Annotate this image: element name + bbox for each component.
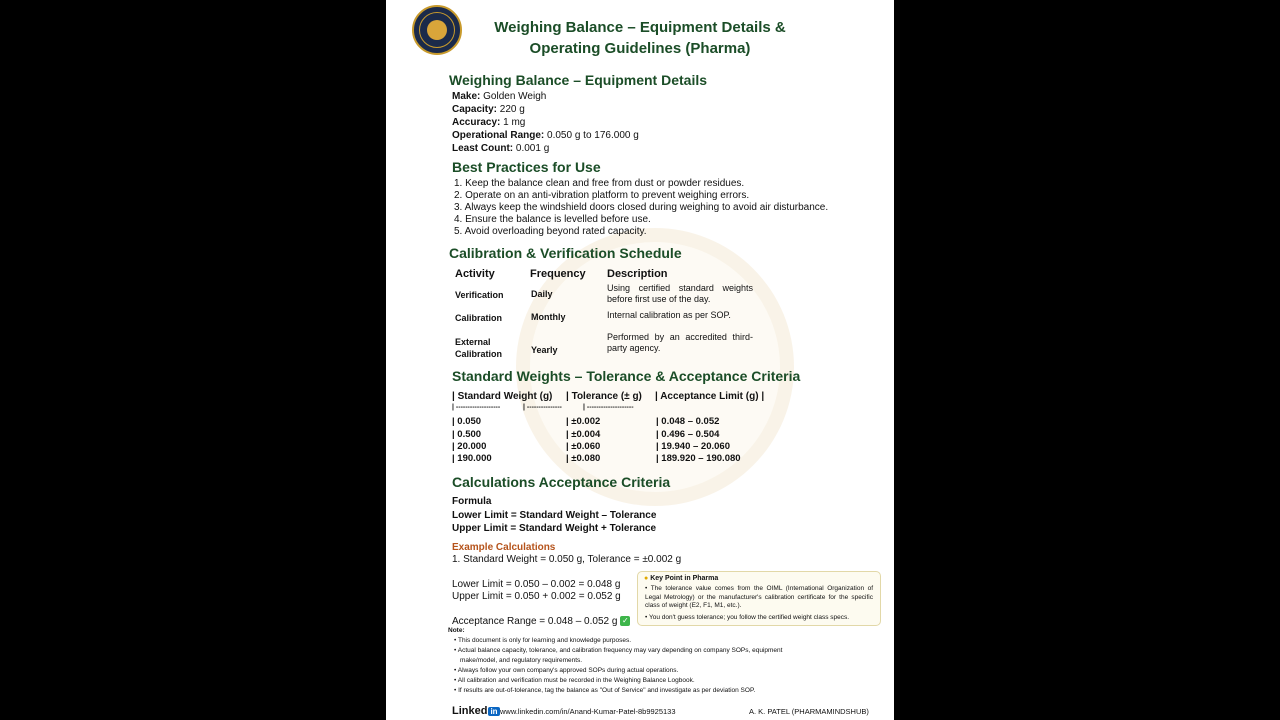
- upper-limit-formula: Upper Limit = Standard Weight + Tolerance: [452, 523, 657, 534]
- table-cell-tolerance: | ±0.060: [566, 441, 601, 452]
- list-item: 2. Operate on an anti-vibration platform to prevent weighing errors.: [454, 190, 750, 201]
- table-cell-acceptance: | 0.048 – 0.052: [656, 416, 720, 427]
- table-cell-weight: | 190.000: [452, 453, 492, 464]
- lower-limit-formula: Lower Limit = Standard Weight – Tolerance: [452, 510, 657, 521]
- note-item: • If results are out-of-tolerance, tag the balance as "Out of Service" and investigate as per deviation SOP.: [454, 687, 756, 694]
- note-item: make/model, and regulatory requirements.: [460, 657, 583, 664]
- table-cell-description: Internal calibration as per SOP.: [607, 310, 731, 320]
- tolerance-header: | Acceptance Limit (g) |: [655, 391, 765, 402]
- list-item: 3. Always keep the windshield doors closed during weighing to avoid air disturbance.: [454, 202, 829, 213]
- note-item: • All calibration and verification must be recorded in the Weighing Balance Logbook.: [454, 677, 695, 684]
- key-point-bullet: • You don't guess tolerance; you follow the certified weight class specs.: [645, 614, 850, 621]
- acceptance-range: Acceptance Range = 0.048 – 0.052 g ✓: [452, 616, 629, 627]
- document-page: [386, 0, 894, 720]
- tolerance-header: | Tolerance (± g): [566, 391, 642, 402]
- table-cell-acceptance: | 0.496 – 0.504: [656, 429, 720, 440]
- tolerance-separator: | ---------------: [523, 404, 562, 411]
- formula-label: Formula: [452, 496, 492, 507]
- linkedin-url-link[interactable]: www.linkedin.com/in/Anand-Kumar-Patel-8b9925133: [500, 707, 676, 716]
- pharmamindshub-logo: [412, 5, 462, 55]
- field-least-count: Least Count: 0.001 g: [452, 143, 550, 154]
- table-cell-frequency: Monthly: [531, 312, 566, 322]
- table-cell-frequency: Yearly: [531, 345, 558, 355]
- column-header-frequency: Frequency: [530, 268, 586, 280]
- table-cell-weight: | 0.500: [452, 429, 482, 440]
- table-cell-weight: | 0.050: [452, 416, 482, 427]
- tolerance-heading: Standard Weights – Tolerance & Acceptance Criteria: [452, 368, 801, 384]
- table-cell-tolerance: | ±0.080: [566, 453, 601, 464]
- table-cell-description: Using certified standard weights before first use of the day.: [607, 283, 753, 304]
- author-credit: A. K. PATEL (PHARMAMINDSHUB): [749, 707, 869, 716]
- table-cell-tolerance: | ±0.004: [566, 429, 601, 440]
- table-cell-activity: Calibration: [455, 313, 503, 323]
- table-cell-frequency: Daily: [531, 289, 553, 299]
- note-item: • This document is only for learning and knowledge purposes.: [454, 637, 632, 644]
- equipment-heading: Weighing Balance – Equipment Details: [449, 72, 708, 88]
- key-point-title: ● Key Point in Pharma: [644, 575, 719, 582]
- table-cell-acceptance: | 19.940 – 20.060: [656, 441, 730, 452]
- table-cell-acceptance: | 189.920 – 190.080: [656, 453, 741, 464]
- field-operational-range: Operational Range: 0.050 g to 176.000 g: [452, 130, 639, 141]
- document-title: Weighing Balance – Equipment Details & Operating Guidelines (Pharma): [494, 19, 786, 57]
- table-cell-tolerance: | ±0.002: [566, 416, 601, 427]
- list-item: 4. Ensure the balance is levelled before use.: [454, 214, 651, 225]
- column-header-activity: Activity: [455, 268, 495, 280]
- linkedin-logo: Linked in: [452, 705, 498, 717]
- key-point-box: [637, 571, 881, 626]
- field-capacity: Capacity: 220 g: [452, 104, 525, 115]
- note-label: Note:: [448, 627, 465, 634]
- example-heading: Example Calculations: [452, 542, 556, 553]
- example-line: 1. Standard Weight = 0.050 g, Tolerance = ±0.002 g: [452, 554, 682, 565]
- field-accuracy: Accuracy: 1 mg: [452, 117, 526, 128]
- note-item: • Always follow your own company's approved SOPs during actual operations.: [454, 667, 679, 674]
- tolerance-header: | Standard Weight (g): [452, 391, 553, 402]
- list-item: 5. Avoid overloading beyond rated capacity.: [454, 226, 647, 237]
- table-cell-description: Performed by an accredited third-party agency.: [607, 332, 753, 353]
- calculations-heading: Calculations Acceptance Criteria: [452, 474, 671, 490]
- table-cell-weight: | 20.000: [452, 441, 487, 452]
- tolerance-separator: | -------------------: [452, 404, 501, 411]
- lightbulb-icon: ●: [644, 575, 649, 582]
- table-cell-activity: External Calibration: [455, 337, 503, 359]
- best-practices-heading: Best Practices for Use: [452, 159, 601, 175]
- upper-limit-calc: Upper Limit = 0.050 + 0.002 = 0.052 g: [452, 591, 621, 602]
- tolerance-separator: | --------------------: [583, 404, 634, 411]
- checkmark-icon: ✓: [622, 616, 629, 626]
- column-header-description: Description: [607, 268, 668, 280]
- calibration-heading: Calibration & Verification Schedule: [449, 245, 682, 261]
- field-make: Make: Golden Weigh: [452, 91, 547, 102]
- note-item: • Actual balance capacity, tolerance, and calibration frequency may vary depending on company SOPs, equipment: [454, 647, 783, 654]
- table-cell-activity: Verification: [455, 290, 504, 300]
- lower-limit-calc: Lower Limit = 0.050 – 0.002 = 0.048 g: [452, 579, 621, 590]
- key-point-bullet: • The tolerance value comes from the OIML (International Organization of Legal Metrology) or the manufacturer's calibration certificate for the specific class of weight (E2, F1, M1, etc.).: [645, 585, 874, 610]
- list-item: 1. Keep the balance clean and free from dust or powder residues.: [454, 178, 745, 189]
